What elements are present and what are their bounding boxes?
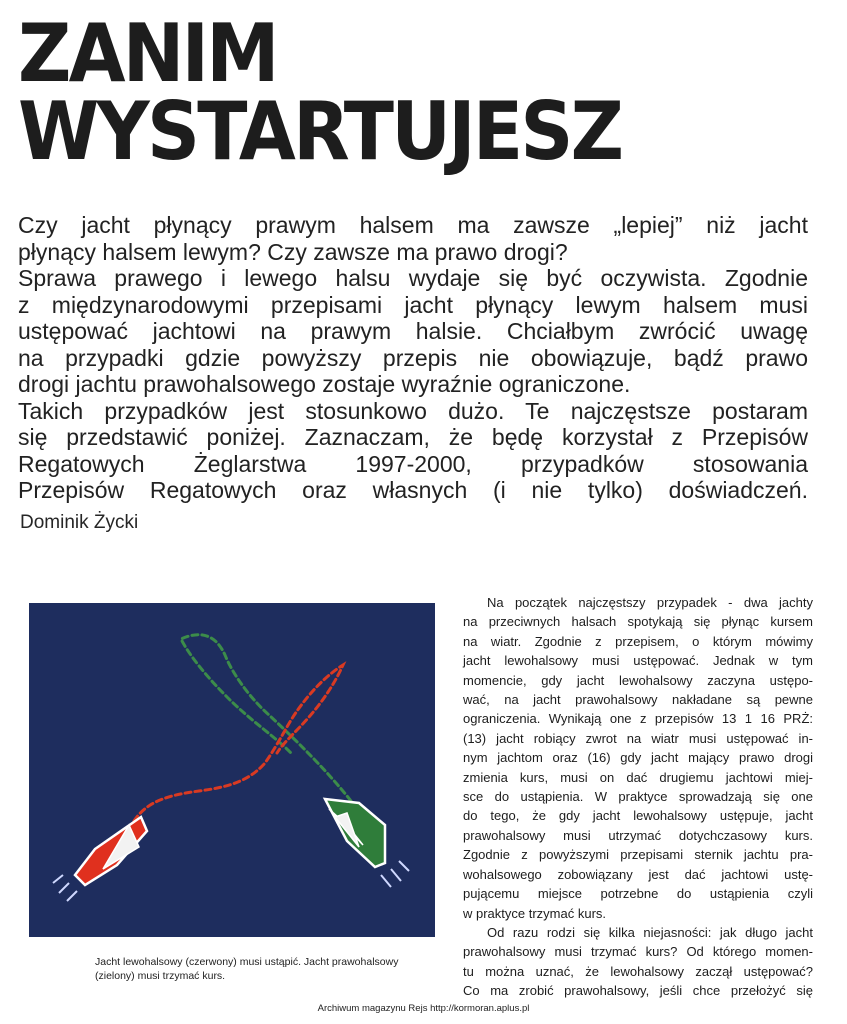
lead-line: ustępować jachtowi na prawym halsie. Chciałbym zwrócić uwagę: [18, 318, 808, 344]
body-line: w praktyce trzymać kurs.: [463, 905, 607, 921]
body-line: pującemu miejsce potrzebne do ustąpienia czyli: [463, 886, 813, 902]
body-line: Zgodnie z powyższymi przepisami sternik jachtu pra-: [463, 847, 813, 863]
body-line: Na początek najczęstszy przypadek - dwa jachty: [487, 595, 813, 610]
lead-paragraph: [18, 212, 808, 504]
author-byline: Dominik Życki: [20, 512, 139, 533]
body-line: wohalsowego zobowiązany jest dać jachtowi ustę-: [463, 866, 813, 882]
body-line: nym jachtom oraz (16) gdy jacht mający prawo drogi: [463, 750, 813, 766]
lead-line: na przypadki gdzie powyższy przepis nie obowiązuje, bądź prawo: [18, 344, 808, 371]
headline-line-2: WYSTARTUJESZ: [18, 85, 622, 178]
lead-line: Takich przypadków jest stosunkowo dużo. Te najczęstsze postaram: [18, 397, 808, 424]
body-line: jacht lewohalsowy musi ustępować. Jednak w tym: [463, 653, 813, 669]
lead-line: drogi jachtu prawohalsowego zostaje wyraźnie ograniczone.: [18, 371, 631, 397]
body-line: Od razu rodzi się kilka niejasności: jak długo jacht: [487, 924, 813, 940]
lead-line: Sprawa prawego i lewego halsu wydaje się być oczywista. Zgodnie: [18, 265, 808, 291]
lead-line: Przepisów Regatowych oraz własnych (i nie tylko) doświadczeń.: [18, 477, 808, 503]
body-line: prawohalsowy musi trzymać kurs? Od którego momen-: [463, 944, 813, 960]
yacht-diagram: [29, 603, 435, 937]
body-line: na wiatr. Zgodnie z przepisem, o którym mówimy: [463, 633, 813, 649]
body-line: tu można uznać, że lewohalsowy zaczął ustępować?: [463, 963, 813, 979]
lead-line: z międzynarodowymi przepisami jacht płynący lewym halsem musi: [18, 291, 808, 318]
lead-line: się przedstawić poniżej. Zaznaczam, że będę korzystał z Przepisów: [18, 424, 808, 450]
lead-line: Czy jacht płynący prawym halsem ma zawsze „lepiej” niż jacht: [18, 212, 808, 238]
lead-line: płynący halsem lewym? Czy zawsze ma prawo drogi?: [18, 238, 568, 265]
body-line: momencie, gdy jacht lewohalsowy zaczyna ustępo-: [463, 672, 813, 688]
body-line: Co ma zrobić prawohalsowy, jeśli chce przełożyć się: [463, 983, 813, 999]
body-line: prawohalsowy musi utrzymać dotychczasowy kurs.: [463, 827, 813, 843]
headline-line-1: ZANIM: [18, 7, 277, 100]
body-line: (13) jacht robiący zwrot na wiatr musi ustępować in-: [463, 730, 813, 746]
lead-line: Regatowych Żeglarstwa 1997-2000, przypadków stosowania: [18, 450, 808, 477]
illustration-background: [29, 603, 435, 937]
yacht-crossing-illustration: [29, 603, 435, 937]
body-line: ograniczenia. Wynikają one z przepisów 13 1 16 PRŻ:: [463, 711, 813, 727]
body-line: zmienia kurs, musi on dać drugiemu jachtowi miej-: [463, 769, 813, 785]
body-line: na przeciwnych halsach spotykają się płynąc kursem: [463, 614, 813, 630]
body-line: do tego, że gdy jacht lewohalsowy ustępuje, jacht: [463, 808, 813, 824]
body-line: sce do ustąpienia. W praktyce sprowadzają się one: [463, 789, 813, 805]
body-line: wać, na jacht prawohalsowy nakładane są pewne: [463, 692, 813, 708]
figure-caption: Jacht lewohalsowy (czerwony) musi ustąpić. Jacht prawohalsowy (zielony) musi trzymać kurs.: [95, 956, 399, 982]
archive-footer: Archiwum magazynu Rejs http://kormoran.aplus.pl: [317, 1003, 530, 1014]
article-body-column: [463, 593, 813, 1001]
